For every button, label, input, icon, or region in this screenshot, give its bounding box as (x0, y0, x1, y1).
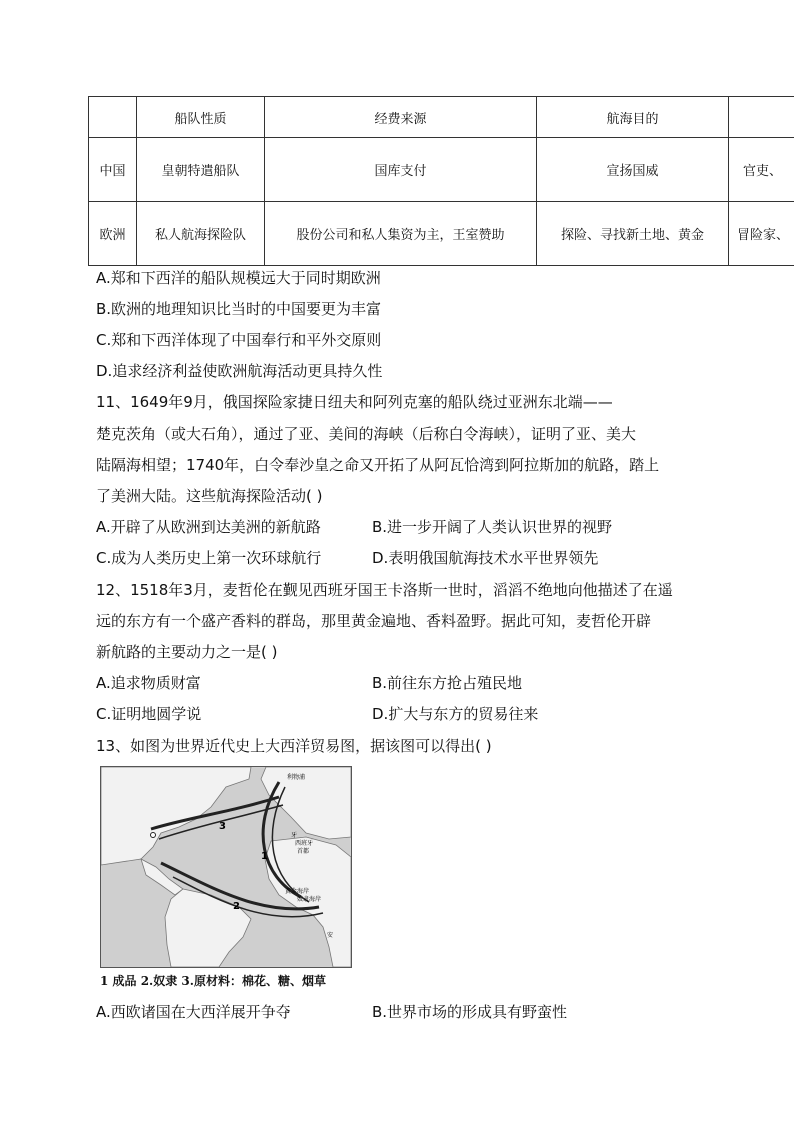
map-graphic (101, 767, 351, 967)
table-cell: 官吏、 (729, 138, 794, 202)
map-label-port1: 利物浦 (287, 774, 306, 781)
q12-option-d: D.扩大与东方的贸易往来 (372, 705, 539, 723)
q11-stem-line: 楚克茨角（或大石角），通过了亚、美间的海峡（后称白令海峡），证明了亚、美大 (96, 425, 637, 443)
table-cell: 航海目的 (537, 97, 729, 138)
q11-option-a: A.开辟了从欧洲到达美洲的新航路 (96, 518, 321, 536)
map-label-route2: 2 (233, 901, 240, 912)
q13-option-a: A.西欧诸国在大西洋展开争夺 (96, 1003, 291, 1021)
table-cell: 股份公司和私人集资为主，王室赞助 (265, 202, 537, 266)
map-label-route3: 3 (219, 821, 226, 832)
map-label-port4: 首都 (297, 848, 310, 855)
comparison-table-wrapper (88, 96, 794, 266)
table-cell (89, 97, 137, 138)
q12-option-a: A.追求物质财富 (96, 674, 201, 692)
table-cell: 国库支付 (265, 138, 537, 202)
q13-stem: 13、如图为世界近代史上大西洋贸易图，据该图可以得出( ) (96, 737, 492, 755)
table-cell (729, 97, 794, 138)
map-caption: 1 成品 2.奴隶 3.原材料：棉花、糖、烟草 (100, 974, 326, 988)
table-cell: 中国 (89, 138, 137, 202)
table-cell: 私人航海探险队 (137, 202, 265, 266)
table-cell: 经费来源 (265, 97, 537, 138)
map-label-port6: 奴隶海岸 (297, 896, 322, 903)
q11-stem-line: 11、1649年9月，俄国探险家捷日纽夫和阿列克塞的船队绕过亚洲东北端—— (96, 393, 613, 411)
q10-option-d: D.追求经济利益使欧洲航海活动更具持久性 (96, 362, 383, 380)
q10-option-c: C.郑和下西洋体现了中国奉行和平外交原则 (96, 331, 382, 349)
q12-stem-line: 12、1518年3月，麦哲伦在觐见西班牙国王卡洛斯一世时，滔滔不绝地向他描述了在遥 (96, 581, 673, 599)
port-marker (151, 833, 156, 838)
table-cell: 船队性质 (137, 97, 265, 138)
table-cell: 宣扬国威 (537, 138, 729, 202)
map-label-port2: 牙 (291, 832, 298, 839)
q13-option-b: B.世界市场的形成具有野蛮性 (372, 1003, 568, 1021)
atlantic-trade-map (100, 766, 352, 968)
q10-option-b: B.欧洲的地理知识比当时的中国要更为丰富 (96, 300, 382, 318)
comparison-table (88, 96, 794, 266)
map-label-route1: 1 (261, 851, 268, 862)
q11-option-d: D.表明俄国航海技术水平世界领先 (372, 549, 599, 567)
table-cell: 冒险家、 (729, 202, 794, 266)
q11-option-b: B.进一步开阔了人类认识世界的视野 (372, 518, 613, 536)
q12-option-b: B.前往东方抢占殖民地 (372, 674, 523, 692)
q11-stem-line: 了美洲大陆。这些航海探险活动( ) (96, 487, 323, 505)
table-row (89, 138, 794, 202)
table-cell: 欧洲 (89, 202, 137, 266)
map-label-port3: 西班牙 (295, 840, 314, 847)
map-label-port7: 安 (327, 932, 334, 939)
table-header-row (89, 97, 794, 138)
table-row (89, 202, 794, 266)
map-label-port5: 黄金海岸 (285, 888, 310, 895)
q11-stem-line: 陆隔海相望；1740年，白令奉沙皇之命又开拓了从阿瓦恰湾到阿拉斯加的航路，踏上 (96, 456, 660, 474)
q11-option-c: C.成为人类历史上第一次环球航行 (96, 549, 322, 567)
table-cell: 皇朝特遣船队 (137, 138, 265, 202)
table-cell: 探险、寻找新土地、黄金 (537, 202, 729, 266)
q12-stem-line: 新航路的主要动力之一是( ) (96, 643, 278, 661)
q10-option-a: A.郑和下西洋的船队规模远大于同时期欧洲 (96, 269, 381, 287)
q12-option-c: C.证明地圆学说 (96, 705, 202, 723)
q12-stem-line: 远的东方有一个盛产香料的群岛，那里黄金遍地、香料盈野。据此可知，麦哲伦开辟 (96, 612, 652, 630)
